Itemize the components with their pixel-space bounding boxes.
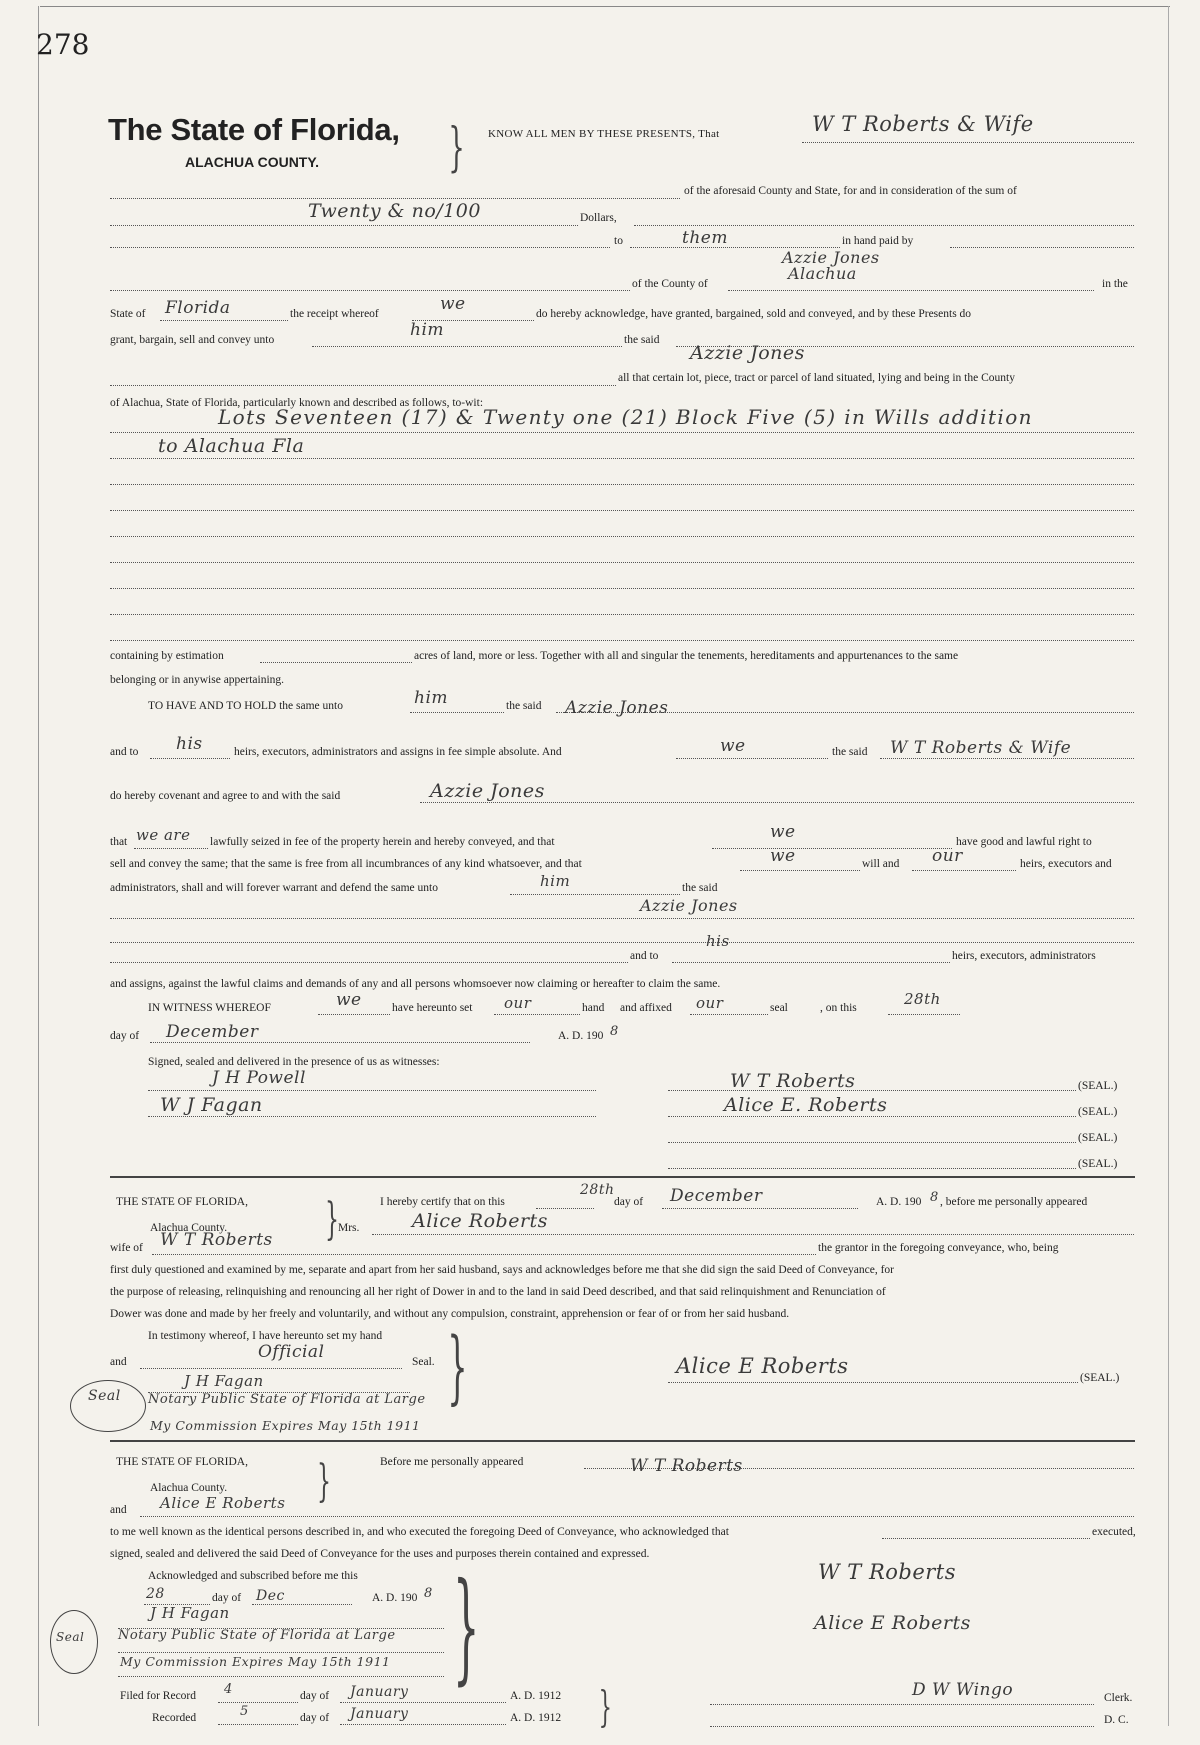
affixed-label: and affixed [620,1002,672,1014]
dower-year-handwriting: 8 [930,1190,939,1205]
clerk-label: Clerk. [1104,1692,1133,1704]
seal-label-4: (SEAL.) [1078,1158,1118,1170]
ack-ad: A. D. 190 [372,1592,418,1604]
seal-label-3: (SEAL.) [1078,1132,1118,1144]
acres-text: acres of land, more or less. Together with all and singular the tenements, hereditaments and appurtenances to the same [414,650,959,662]
ack-notary-brace: } [452,1558,480,1697]
containing-label: containing by estimation [110,650,224,662]
acknowledged-label: Acknowledged and subscribed before me this [148,1570,358,1582]
in-the-label: in the [1102,278,1128,290]
of-alachua-text: of Alachua, State of Florida, particularly known and described as follows, to-wit: [110,397,484,409]
grantee-handwriting-2: Azzie Jones [565,698,669,718]
notary-signature-1: J H Fagan [184,1372,264,1390]
dower-seal-label: (SEAL.) [1080,1372,1120,1384]
grantee-handwriting: Azzie Jones [690,342,805,364]
description-line-1: Lots Seventeen (17) & Twenty one (21) Block Five (5) in Wills addition [218,405,1033,429]
ack-paragraph-2: signed, sealed and delivered the said Deed of Conveyance for the uses and purposes therein contained and expressed. [110,1548,650,1560]
dower-paragraph-1: first duly questioned and examined by me, separate and apart from her said husband, says and acknowledges before me that she did sign the said Deed of Conveyance, for [110,1264,894,1276]
witness-2-signature: W J Fagan [160,1094,263,1116]
dower-day-handwriting: 28th [580,1182,615,1198]
dollars-label: Dollars, [580,212,617,224]
ack-day-handwriting: 28 [146,1586,165,1602]
that-label: that [110,836,128,848]
dower-paragraph-2: the purpose of releasing, relinquishing and renouncing all her right of Dower in and to the land in said Deed described, and that said relinquishment and Renunciation of [110,1286,886,1298]
all-that-text: all that certain lot, piece, tract or parcel of land situated, lying and being in the County [618,372,1015,384]
section-divider-2 [110,1440,1135,1442]
notary-signature-2: J H Fagan [150,1604,230,1622]
commission-2: My Commission Expires May 15th 1911 [120,1654,391,1669]
header-brace: } [448,118,465,178]
day-handwriting: 28th [904,990,941,1008]
state-handwriting: Florida [165,298,231,318]
county-title: ALACHUA COUNTY. [185,154,320,170]
ack-day-of: day of [212,1592,242,1604]
heirs-executors-administrators: heirs, executors, administrators [952,950,1096,962]
recorded-month-handwriting: January [350,1706,409,1722]
we-handwriting-4: we [770,846,796,866]
will-and-label: will and [862,858,900,870]
of-county-label: of the County of [632,278,708,290]
filed-ad-year: A. D. 1912 [510,1690,562,1702]
aforesaid-text: of the aforesaid County and State, for and in consideration of the sum of [684,185,1017,197]
ack-paragraph-1: to me well known as the identical persons described in, and who executed the foregoing Deed of Conveyance, who acknowledged that [110,1526,729,1538]
dower-signature: Alice E Roberts [676,1354,849,1378]
seal-label-1: (SEAL.) [1078,1080,1118,1092]
dower-month-handwriting: December [670,1186,763,1206]
filing-brace: } [598,1682,613,1731]
grantee-handwriting-3: Azzie Jones [430,780,545,802]
seal-label: seal [770,1002,788,1014]
dower-day-of: day of [614,1196,644,1208]
ack-month-handwriting: Dec [256,1588,285,1604]
document-title: The State of Florida, [108,112,400,147]
state-of-label: State of [110,308,146,320]
our-handwriting-2: our [504,994,532,1012]
ack-brace: } [317,1456,331,1507]
recorded-day-handwriting: 5 [240,1704,249,1719]
the-said-label: the said [624,334,660,346]
ack-signature-1: W T Roberts [818,1560,957,1584]
recorded-label: Recorded [152,1712,197,1724]
sell-convey-text: sell and convey the same; that the same is free from all incumbrances of any kind whatsoever, and that [110,858,582,870]
dower-paragraph-3: Dower was done and made by her freely and voluntarily, and without any compulsion, constraint, apprehension or fear of or from her said husband. [110,1308,790,1320]
commission-1: My Commission Expires May 15th 1911 [150,1418,421,1433]
on-this-label: , on this [820,1002,857,1014]
paid-by-label: in hand paid by [842,235,914,247]
ack-name-1: W T Roberts [630,1456,743,1476]
grantee-pronoun-handwriting: him [410,320,445,340]
heirs-executors-text: heirs, executors and [1020,858,1112,870]
clerk-signature: D W Wingo [912,1680,1014,1700]
hand-label: hand [582,1002,605,1014]
have-hereunto-label: have hereunto set [392,1002,473,1014]
we-are-handwriting: we are [136,826,191,844]
certify-text: I hereby certify that on this [380,1196,505,1208]
dower-ad: A. D. 190 [876,1196,922,1208]
grantor-foregoing: the grantor in the foregoing conveyance, who, being [818,1242,1059,1254]
we-handwriting-3: we [770,822,796,842]
seal-label-2: (SEAL.) [1078,1106,1118,1118]
heirs-fee-text: heirs, executors, administrators and assigns in fee simple absolute. And [234,746,562,758]
grantor-handwriting: W T Roberts & Wife [812,112,1034,136]
filed-day-handwriting: 4 [224,1682,233,1697]
mrs-label: Mrs. [338,1222,360,1234]
page-edge-left [38,6,39,1726]
grantee-handwriting-4: Azzie Jones [640,896,738,915]
filed-for-record: Filed for Record [120,1690,197,1702]
before-me-appeared: , before me personally appeared [940,1196,1088,1208]
dower-county-label: Alachua County. [150,1222,228,1234]
recorded-ad-year: A. D. 1912 [510,1712,562,1724]
description-line-2: to Alachua Fla [158,435,305,457]
him-handwriting-3: him [540,872,571,890]
husband-handwriting: W T Roberts [160,1230,273,1250]
we-handwriting-2: we [720,736,746,756]
have-good-text: have good and lawful right to [956,836,1092,848]
official-handwriting: Official [258,1342,325,1362]
know-all-men: KNOW ALL MEN BY THESE PRESENTS, That [488,128,720,140]
to-label: to [614,235,623,247]
receipt-whereof: the receipt whereof [290,308,379,320]
page-number: 278 [36,28,90,61]
to-handwriting: them [682,228,728,248]
signed-sealed-text: Signed, sealed and delivered in the presence of us as witnesses: [148,1056,440,1068]
our-handwriting-3: our [696,994,724,1012]
before-me-label: Before me personally appeared [380,1456,524,1468]
the-said-label-4: the said [682,882,718,894]
page-edge-top [40,6,1170,7]
paid-by-handwriting: Azzie Jones [782,248,880,267]
notary-title-2: Notary Public State of Florida at Large [118,1628,396,1643]
to-have-handwriting: him [414,688,449,708]
dower-state-label: THE STATE OF FLORIDA, [116,1196,248,1208]
ack-state-label: THE STATE OF FLORIDA, [116,1456,248,1468]
his-handwriting-2: his [706,932,730,950]
the-said-label-3: the said [832,746,868,758]
and-to-label: and to [110,746,139,758]
grantor-signature-2: Alice E. Roberts [724,1094,888,1116]
notary-title-1: Notary Public State of Florida at Large [148,1392,426,1407]
administrators-text: administrators, shall and will forever warrant and defend the same unto [110,882,438,894]
testimony-and: and [110,1356,127,1368]
grantor-handwriting-2: W T Roberts & Wife [890,738,1072,758]
acknowledge-text: do hereby acknowledge, have granted, bargained, sold and conveyed, and by these Presents do [536,308,972,320]
ack-county-label: Alachua County. [150,1482,228,1494]
notary-stamp-1-text: Seal [88,1388,121,1404]
grant-unto-label: grant, bargain, sell and convey unto [110,334,275,346]
his-handwriting: his [176,734,203,754]
witness-1-signature: J H Powell [212,1068,306,1088]
we-handwriting-5: we [336,990,362,1010]
notary-brace: } [447,1320,468,1413]
sum-handwriting: Twenty & no/100 [308,200,481,222]
to-have-label: TO HAVE AND TO HOLD the same unto [148,700,343,712]
ad-label: A. D. 190 [558,1030,604,1042]
notary-stamp-2-text: Seal [56,1630,85,1644]
page-edge-right [1168,6,1169,1726]
seal-word: Seal. [412,1356,435,1368]
our-handwriting: our [932,846,963,866]
belonging-text: belonging or in anywise appertaining. [110,674,285,686]
ack-year-handwriting: 8 [424,1586,433,1601]
we-handwriting: we [440,294,466,314]
recorded-day-of: day of [300,1712,330,1724]
month-handwriting: December [166,1022,259,1042]
the-said-label-2: the said [506,700,542,712]
ack-name-2: Alice E Roberts [160,1494,286,1512]
in-witness-label: IN WITNESS WHEREOF [148,1002,271,1014]
dc-label: D. C. [1104,1714,1129,1726]
covenant-text: do hereby covenant and agree to and with the said [110,790,341,802]
section-divider-1 [110,1176,1135,1178]
county-handwriting: Alachua [788,264,857,283]
filed-day-of: day of [300,1690,330,1702]
filed-month-handwriting: January [350,1684,409,1700]
wife-of-label: wife of [110,1242,143,1254]
ack-signature-2: Alice E Roberts [814,1612,971,1634]
day-of-label: day of [110,1030,140,1042]
executed-label: executed, [1092,1526,1136,1538]
grantor-signature-1: W T Roberts [730,1070,856,1092]
year-handwriting: 8 [610,1024,619,1039]
lawfully-text: lawfully seized in fee of the property herein and hereby conveyed, and that [210,836,555,848]
testimony-text: In testimony whereof, I have hereunto set my hand [148,1330,383,1342]
ack-and: and [110,1504,127,1516]
mrs-handwriting: Alice Roberts [412,1210,548,1232]
and-to-label-2: and to [630,950,659,962]
dower-brace: } [325,1194,339,1245]
and-assigns-text: and assigns, against the lawful claims and demands of any and all persons whomsoever now claiming or hereafter to claim the same. [110,978,721,990]
